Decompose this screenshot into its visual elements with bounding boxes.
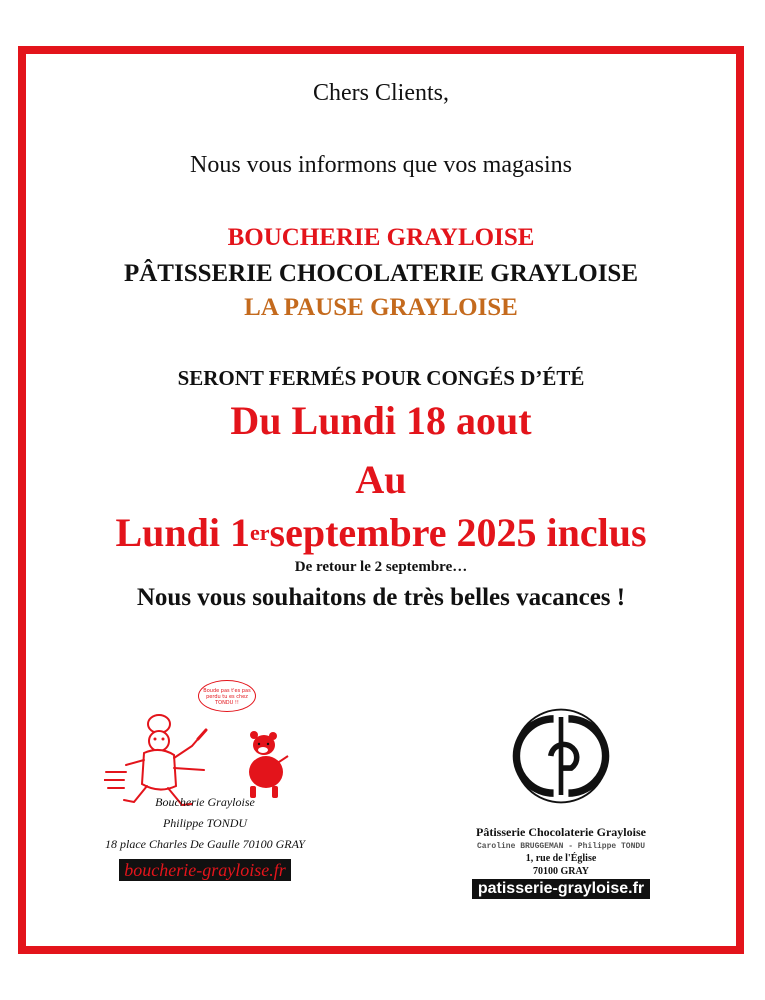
greeting: Chers Clients, — [313, 80, 449, 106]
patisserie-logo — [509, 704, 613, 808]
shop-la-pause: LA PAUSE GRAYLOISE — [244, 294, 518, 321]
speech-bubble: Boude pas t'es pas perdu tu es chez TONDU !! — [198, 680, 256, 712]
patisserie-block — [436, 704, 686, 914]
patisserie-name: Pâtisserie Chocolaterie Grayloise — [476, 825, 646, 839]
butcher-info — [70, 795, 340, 881]
intro-text: Nous vous informons que vos magasins — [190, 152, 572, 178]
patisserie-website-link[interactable]: patisserie-grayloise.fr — [472, 879, 650, 899]
butcher-address: 18 place Charles De Gaulle 70100 GRAY — [105, 837, 305, 851]
shop-patisserie: PÂTISSERIE CHOCOLATERIE GRAYLOISE — [123, 260, 639, 287]
date-end-sup: er — [249, 520, 270, 545]
date-end-prefix: Lundi 1 — [115, 510, 250, 555]
butcher-name: Boucherie Grayloise — [155, 795, 255, 809]
holiday-wish: Nous vous souhaitons de très belles vacances ! — [136, 584, 626, 611]
date-end — [26, 509, 736, 556]
butcher-block — [70, 678, 340, 908]
date-from: Du Lundi 18 aout — [230, 398, 532, 443]
closed-label: SERONT FERMÉS POUR CONGÉS D’ÉTÉ — [177, 366, 585, 390]
date-to: Au — [355, 457, 407, 502]
shop-boucherie: BOUCHERIE GRAYLOISE — [227, 224, 535, 251]
patisserie-owners: Caroline BRUGGEMAN - Philippe TONDU — [476, 842, 646, 851]
patisserie-address: 1, rue de l'Église — [525, 853, 597, 864]
butcher-owner: Philippe TONDU — [162, 816, 248, 830]
butcher-website-link[interactable]: boucherie-grayloise.fr — [119, 859, 290, 881]
notice-frame — [18, 46, 744, 954]
date-end-rest: septembre 2025 inclus — [269, 510, 647, 555]
return-date: De retour le 2 septembre… — [294, 559, 468, 575]
patisserie-city: 70100 GRAY — [532, 866, 590, 877]
